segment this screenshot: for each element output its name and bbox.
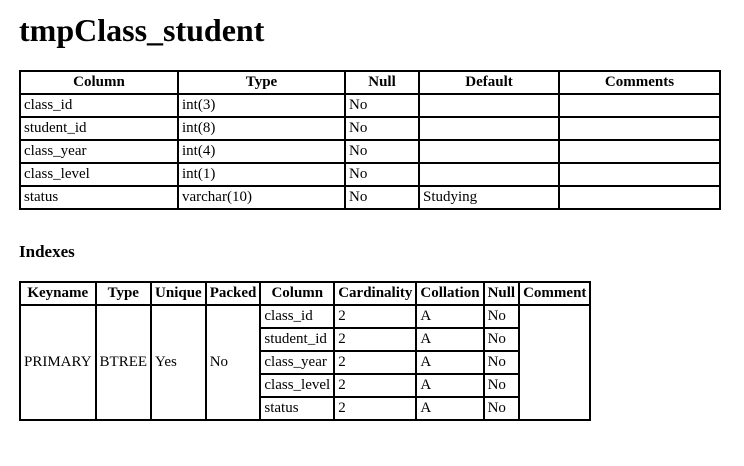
index-type: BTREE [96,305,152,420]
table-row [20,117,720,140]
column-header-column: Column [20,71,178,94]
table-row [20,140,720,163]
index-keyname: PRIMARY [20,305,96,420]
index-header-comment: Comment [519,282,590,305]
index-header-type: Type [96,282,152,305]
indexes-heading: Indexes [19,242,75,261]
cell-null: No [345,140,419,163]
cell-default [419,94,559,117]
cell-column: status [20,186,178,209]
table-row [20,186,720,209]
cell-default [419,163,559,186]
index-cell-column: student_id [260,328,334,351]
table-row [20,305,590,328]
cell-comments [559,186,720,209]
index-packed: No [206,305,261,420]
index-cell-null: No [484,351,520,374]
indexes-header-row [20,282,590,305]
index-cell-cardinality: 2 [334,351,416,374]
index-cell-collation: A [416,397,483,420]
index-unique: Yes [151,305,206,420]
table-row [20,163,720,186]
cell-column: class_level [20,163,178,186]
cell-column: class_year [20,140,178,163]
cell-type: int(3) [178,94,345,117]
index-cell-column: class_level [260,374,334,397]
index-header-unique: Unique [151,282,206,305]
cell-comments [559,94,720,117]
page-title: tmpClass_student [19,12,265,48]
index-cell-column: status [260,397,334,420]
index-header-collation: Collation [416,282,483,305]
index-cell-cardinality: 2 [334,328,416,351]
cell-default [419,117,559,140]
index-header-packed: Packed [206,282,261,305]
cell-null: No [345,163,419,186]
column-header-comments: Comments [559,71,720,94]
cell-null: No [345,94,419,117]
index-cell-cardinality: 2 [334,374,416,397]
index-header-column: Column [260,282,334,305]
column-header-type: Type [178,71,345,94]
index-cell-null: No [484,328,520,351]
index-cell-collation: A [416,351,483,374]
index-cell-cardinality: 2 [334,305,416,328]
column-header-null: Null [345,71,419,94]
index-header-cardinality: Cardinality [334,282,416,305]
index-cell-collation: A [416,305,483,328]
index-cell-collation: A [416,374,483,397]
indexes-table [19,281,591,421]
index-cell-null: No [484,374,520,397]
table-row [20,94,720,117]
cell-column: student_id [20,117,178,140]
cell-column: class_id [20,94,178,117]
cell-null: No [345,186,419,209]
index-cell-collation: A [416,328,483,351]
cell-type: int(4) [178,140,345,163]
cell-comments [559,163,720,186]
index-cell-null: No [484,397,520,420]
cell-null: No [345,117,419,140]
index-header-keyname: Keyname [20,282,96,305]
cell-type: int(8) [178,117,345,140]
column-header-default: Default [419,71,559,94]
index-cell-cardinality: 2 [334,397,416,420]
columns-table [19,70,721,210]
cell-comments [559,140,720,163]
cell-comments [559,117,720,140]
index-cell-column: class_id [260,305,334,328]
cell-default: Studying [419,186,559,209]
columns-header-row [20,71,720,94]
index-cell-column: class_year [260,351,334,374]
index-cell-null: No [484,305,520,328]
cell-default [419,140,559,163]
cell-type: int(1) [178,163,345,186]
cell-type: varchar(10) [178,186,345,209]
index-header-null: Null [484,282,520,305]
index-comment [519,305,590,420]
